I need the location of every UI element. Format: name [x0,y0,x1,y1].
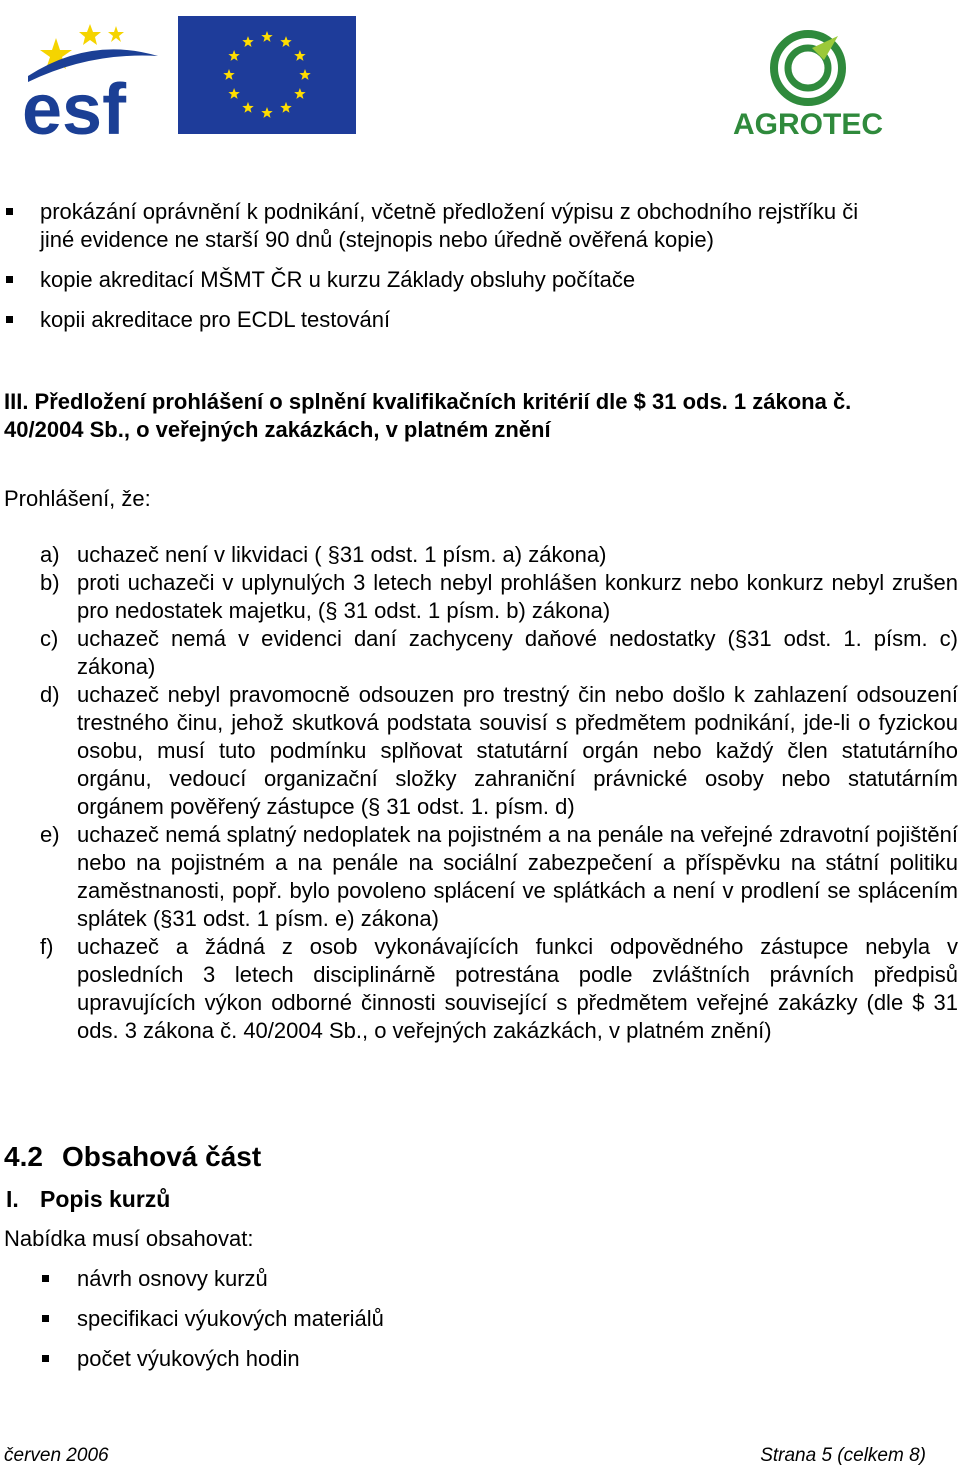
declaration-intro: Prohlášení, že: [4,486,151,511]
eu-flag-icon [178,16,356,134]
svg-text:AGROTEC: AGROTEC [733,108,883,138]
square-bullet-icon [6,316,13,323]
list-item: e) uchazeč nemá splatný nedoplatek na pojistném a na penále na veřejné zdravotní pojištění nebo na pojistném a na penále na sociální zabezpečení a příspěvku na státní politiku zaměstnanosti, popř. bylo povoleno splácení ve splátkách a není v prodlení se splácením splátek (§31 odst. 1 písm. e) zákona) [40,822,958,931]
list-item: kopie akreditací MŠMT ČR u kurzu Základy obsluhy počítače [0,266,958,294]
svg-text:esf: esf [22,70,127,136]
list-item: f) uchazeč a žádná z osob vykonávajících funkci odpovědného zástupce nebyla v posledních 3 letech disciplinárně potrestána podle zvláštních právních předpisů upravujících výkon odborné činnosti související s předmětem veřejné zakázky (dle $ 31 ods. 3 zákona č. 40/2004 Sb., o veřejných zakázkách, v platném znění) [40,934,958,1043]
square-bullet-icon [42,1315,49,1322]
list-item: prokázání oprávnění k podnikání, včetně předložení výpisu z obchodního rejstříku či jiné evidence ne starší 90 dnů (stejnopis nebo úředně ověřená kopie) [0,198,958,254]
section-heading: III. Předložení prohlášení o splnění kvalifikačních kritérií dle $ 31 ods. 1 zákona č. 40/2004 Sb., o veřejných zakázkách, v platném znění [4,389,852,442]
square-bullet-icon [6,276,13,283]
esf-logo [20,16,162,136]
requirements-list [0,198,958,346]
list-item: specifikaci výukových materiálů [0,1305,600,1333]
square-bullet-icon [42,1355,49,1362]
header-logos [20,16,940,140]
list-item: d) uchazeč nebyl pravomocně odsouzen pro trestný čin nebo došlo k zahlazení odsouzení trestného činu, jehož skutková podstata souvisí s předmětem podnikání, jde-li o fyzickou osobu, musí tuto podmínku splňovat statutární orgán nebo každý člen statutárního orgánu, vedoucí organizační složky zahraniční právnické osoby nebo statutárním orgánem pověřený zástupce (§ 31 odst. 1. písm. d) [40,682,958,819]
list-item: c) uchazeč nemá v evidenci daní zachyceny daňové nedostatky (§31 odst. 1. písm. c) zákona) [40,626,958,679]
square-bullet-icon [6,208,13,215]
footer-page-number: Strana 5 (celkem 8) [760,1445,926,1466]
declaration-list [40,541,958,1045]
section-title: 4.2 Obsahová část [4,1141,262,1172]
agrotec-logo [726,30,890,138]
offer-list [0,1265,600,1385]
list-item: počet výukových hodin [0,1345,600,1373]
square-bullet-icon [42,1275,49,1282]
list-item: návrh osnovy kurzů [0,1265,600,1293]
list-item: kopii akreditace pro ECDL testování [0,306,958,334]
offer-intro: Nabídka musí obsahovat: [4,1226,254,1251]
subsection-title: I. Popis kurzů [6,1186,171,1212]
list-item: a) uchazeč není v likvidaci ( §31 odst. 1 písm. a) zákona) [40,542,607,567]
footer-date: červen 2006 [4,1445,109,1466]
list-item: b) proti uchazeči v uplynulých 3 letech nebyl prohlášen konkurz nebo konkurz nebyl zrušen pro nedostatek majetku, (§ 31 odst. 1 písm. b) zákona) [40,570,958,623]
